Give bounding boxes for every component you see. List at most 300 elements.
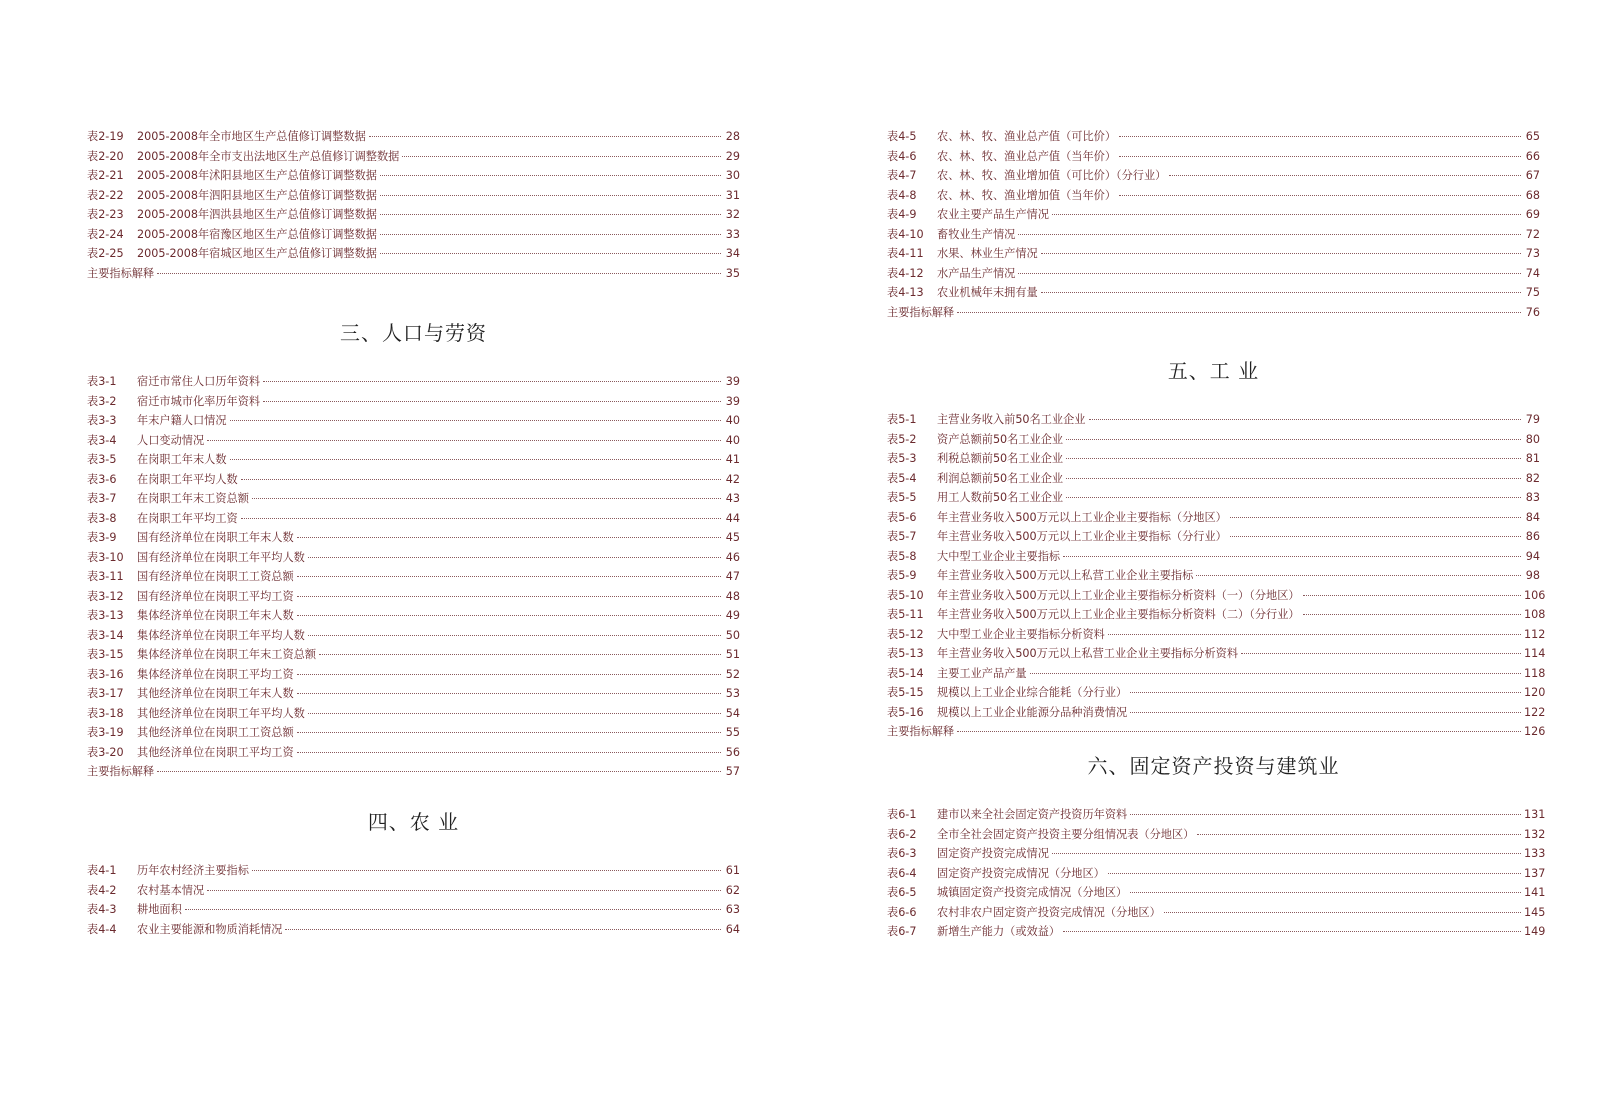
toc-entry[interactable] xyxy=(87,587,740,607)
toc-entry[interactable] xyxy=(87,411,740,431)
toc-entry-code: 表6-7 xyxy=(887,925,917,938)
toc-entry-code: 表4-4 xyxy=(87,922,117,936)
dot-leader xyxy=(241,479,721,480)
dot-leader xyxy=(285,929,721,930)
toc-entry-title: 在岗职工年末人数 xyxy=(137,453,227,466)
toc-entry-page-number: 54 xyxy=(725,706,740,720)
toc-entry-code: 表2-22 xyxy=(87,188,124,202)
dot-leader xyxy=(1303,595,1521,596)
dot-leader xyxy=(230,459,721,460)
dot-leader xyxy=(1089,419,1522,420)
toc-entry-page-number: 72 xyxy=(1525,227,1540,241)
toc-entry-title: 2005-2008年宿城区地区生产总值修订调整数据 xyxy=(137,247,377,260)
toc-entry-code: 表4-6 xyxy=(887,149,917,163)
toc-entry[interactable] xyxy=(887,922,1546,942)
toc-entry-code: 表3-14 xyxy=(87,628,124,642)
toc-entry-title: 2005-2008年泗阳县地区生产总值修订调整数据 xyxy=(137,188,377,202)
dot-leader xyxy=(1052,214,1521,215)
toc-list-section4-cont xyxy=(887,127,1540,322)
toc-entry-title: 集体经济单位在岗职工年平均人数 xyxy=(137,628,305,642)
toc-entry-page-number: 122 xyxy=(1524,705,1546,719)
toc-entry-code: 表5-11 xyxy=(887,608,924,621)
toc-entry-code: 表3-1 xyxy=(87,375,117,388)
toc-entry-page-number: 29 xyxy=(725,149,740,163)
toc-entry-page-number: 67 xyxy=(1525,169,1540,182)
toc-entry-title: 主要指标解释 xyxy=(887,305,955,319)
dot-leader xyxy=(1108,634,1521,635)
toc-entry-title: 集体经济单位在岗职工年末工资总额 xyxy=(137,648,317,661)
toc-entry[interactable] xyxy=(887,410,1540,430)
toc-entry-title: 固定资产投资完成情况（分地区） xyxy=(937,866,1105,880)
toc-entry-code: 表3-18 xyxy=(87,706,124,720)
toc-entry[interactable] xyxy=(87,470,740,490)
toc-entry-title: 主要指标解释 xyxy=(887,725,955,738)
dot-leader xyxy=(207,440,721,441)
dot-leader xyxy=(319,654,721,655)
dot-leader xyxy=(241,518,721,519)
toc-entry-page-number: 112 xyxy=(1524,627,1546,641)
dot-leader xyxy=(308,557,721,558)
section-title-population-labor: 三、人口与劳资 xyxy=(340,321,487,345)
dot-leader xyxy=(957,731,1521,732)
toc-entry-page-number: 49 xyxy=(725,609,740,622)
toc-entry-page-number: 94 xyxy=(1525,549,1540,563)
toc-entry-title: 宿迁市常住人口历年资料 xyxy=(137,375,261,388)
toc-entry-indicator-explanation[interactable] xyxy=(87,762,740,782)
toc-entry-title: 年主营业务收入500万元以上工业企业主要指标（分地区） xyxy=(937,510,1227,524)
toc-entry-code: 表5-3 xyxy=(887,452,917,465)
dot-leader xyxy=(1130,692,1521,693)
toc-entry-code: 表6-2 xyxy=(887,827,917,841)
dot-leader xyxy=(1130,712,1521,713)
toc-entry-title: 利润总额前50名工业企业 xyxy=(937,471,1064,485)
toc-entry-title: 国有经济单位在岗职工工资总额 xyxy=(137,570,294,583)
toc-entry[interactable] xyxy=(87,704,740,724)
toc-entry-title: 年主营业务收入500万元以上私营工业企业主要指标分析资料 xyxy=(937,647,1239,660)
toc-entry-title: 农业机械年末拥有量 xyxy=(937,286,1038,299)
toc-entry-page-number: 53 xyxy=(725,687,740,700)
toc-entry-code: 表2-20 xyxy=(87,149,124,163)
toc-entry-title: 年主营业务收入500万元以上工业企业主要指标（分行业） xyxy=(937,530,1227,543)
toc-entry-title: 水产品生产情况 xyxy=(937,266,1016,280)
toc-entry-title: 农、林、牧、渔业增加值（可比价）（分行业） xyxy=(937,169,1167,182)
toc-entry[interactable] xyxy=(887,469,1540,489)
toc-entry-title: 人口变动情况 xyxy=(137,433,205,447)
toc-entry[interactable] xyxy=(87,723,740,743)
toc-entry-page-number: 35 xyxy=(725,266,740,280)
dot-leader xyxy=(1018,273,1521,274)
toc-entry[interactable] xyxy=(87,225,740,245)
toc-entry-code: 表4-11 xyxy=(887,247,924,260)
toc-entry-code: 表5-14 xyxy=(887,666,924,680)
toc-entry-page-number: 131 xyxy=(1524,808,1546,821)
toc-entry[interactable] xyxy=(87,567,740,587)
toc-entry-page-number: 52 xyxy=(725,667,740,681)
toc-entry-code: 表5-12 xyxy=(887,627,924,641)
left-page xyxy=(0,0,780,1099)
toc-entry-code: 表3-16 xyxy=(87,667,124,681)
toc-entry[interactable] xyxy=(87,127,740,147)
toc-entry[interactable] xyxy=(87,166,740,186)
dot-leader xyxy=(230,420,721,421)
toc-entry-page-number: 66 xyxy=(1525,149,1540,163)
dot-leader xyxy=(1063,556,1521,557)
dot-leader xyxy=(1041,292,1521,293)
dot-leader xyxy=(297,674,721,675)
toc-entry[interactable] xyxy=(887,225,1540,245)
toc-entry-title: 主营业务收入前50名工业企业 xyxy=(937,413,1086,426)
toc-entry-page-number: 33 xyxy=(725,227,740,241)
toc-entry-title: 2005-2008年沭阳县地区生产总值修订调整数据 xyxy=(137,169,377,182)
toc-entry[interactable] xyxy=(887,449,1540,469)
toc-entry[interactable] xyxy=(887,127,1540,147)
toc-entry-page-number: 79 xyxy=(1525,413,1540,426)
toc-entry-page-number: 32 xyxy=(725,208,740,221)
toc-entry-code: 表5-5 xyxy=(887,491,917,504)
toc-entry-title: 其他经济单位在岗职工年平均人数 xyxy=(137,706,305,720)
toc-entry[interactable] xyxy=(887,625,1546,645)
section-title-fixed-assets-construction: 六、固定资产投资与建筑业 xyxy=(1087,754,1340,778)
dot-leader xyxy=(297,693,721,694)
dot-leader xyxy=(252,870,721,871)
toc-entry-title: 利税总额前50名工业企业 xyxy=(937,452,1064,465)
toc-entry[interactable] xyxy=(887,825,1546,845)
toc-entry-page-number: 31 xyxy=(725,188,740,202)
toc-entry-page-number: 41 xyxy=(725,453,740,466)
dot-leader xyxy=(297,537,721,538)
toc-entry[interactable] xyxy=(887,644,1546,664)
toc-entry-title: 大中型工业企业主要指标分析资料 xyxy=(937,627,1105,641)
toc-entry-code: 表3-15 xyxy=(87,648,124,661)
toc-entry-code: 表5-8 xyxy=(887,549,917,563)
toc-entry-page-number: 84 xyxy=(1525,510,1540,524)
toc-entry-title: 用工人数前50名工业企业 xyxy=(937,491,1064,504)
toc-entry-page-number: 137 xyxy=(1524,866,1546,880)
toc-entry-title: 年主营业务收入500万元以上私营工业企业主要指标 xyxy=(937,569,1194,582)
toc-list-section6 xyxy=(887,805,1546,942)
toc-entry-title: 其他经济单位在岗职工年末人数 xyxy=(137,687,294,700)
toc-entry-title: 年末户籍人口情况 xyxy=(137,414,227,427)
toc-entry-title: 2005-2008年泗洪县地区生产总值修订调整数据 xyxy=(137,208,377,221)
toc-entry-code: 表3-11 xyxy=(87,570,124,583)
toc-entry-code: 表5-4 xyxy=(887,471,917,485)
toc-entry[interactable] xyxy=(887,186,1540,206)
section-title-industry: 五、工 业 xyxy=(1167,359,1260,383)
right-page xyxy=(800,0,1580,1099)
toc-entry[interactable] xyxy=(87,450,740,470)
toc-entry[interactable] xyxy=(887,147,1540,167)
dot-leader xyxy=(380,195,721,196)
toc-entry-page-number: 40 xyxy=(725,433,740,447)
toc-entry[interactable] xyxy=(887,244,1540,264)
dot-leader xyxy=(297,732,721,733)
toc-entry[interactable] xyxy=(87,645,740,665)
dot-leader xyxy=(1169,175,1521,176)
toc-entry[interactable] xyxy=(87,489,740,509)
toc-entry-page-number: 46 xyxy=(725,550,740,564)
dot-leader xyxy=(1130,814,1521,815)
toc-entry-page-number: 42 xyxy=(725,472,740,486)
toc-entry-code: 表3-4 xyxy=(87,433,117,447)
toc-entry-title: 国有经济单位在岗职工年末人数 xyxy=(137,531,294,544)
toc-entry-page-number: 74 xyxy=(1525,266,1540,280)
toc-entry-page-number: 120 xyxy=(1524,686,1546,699)
dot-leader xyxy=(252,498,721,499)
toc-entry-title: 历年农村经济主要指标 xyxy=(137,864,249,877)
toc-entry[interactable] xyxy=(887,844,1546,864)
toc-entry-title: 耕地面积 xyxy=(137,903,182,916)
toc-entry-page-number: 28 xyxy=(725,130,740,143)
toc-entry-code: 表5-15 xyxy=(887,686,924,699)
toc-entry[interactable] xyxy=(887,883,1546,903)
toc-entry-title: 农、林、牧、渔业总产值（可比价） xyxy=(937,130,1117,143)
toc-entry-code: 表3-2 xyxy=(87,394,117,408)
toc-entry-page-number: 40 xyxy=(725,414,740,427)
toc-entry-code: 表5-16 xyxy=(887,705,924,719)
toc-entry-page-number: 133 xyxy=(1524,847,1546,860)
toc-entry-code: 表2-19 xyxy=(87,130,124,143)
dot-leader xyxy=(185,909,721,910)
toc-entry[interactable] xyxy=(87,372,740,392)
toc-entry[interactable] xyxy=(887,488,1540,508)
toc-entry-code: 表3-6 xyxy=(87,472,117,486)
toc-entry[interactable] xyxy=(87,548,740,568)
toc-entry-page-number: 118 xyxy=(1524,666,1546,680)
toc-entry[interactable] xyxy=(887,527,1540,547)
dot-leader xyxy=(1066,458,1521,459)
toc-entry-page-number: 132 xyxy=(1524,827,1546,841)
dot-leader xyxy=(1119,156,1521,157)
toc-entry-title: 宿迁市城市化率历年资料 xyxy=(137,394,261,408)
dot-leader xyxy=(207,890,721,891)
toc-entry-title: 农村基本情况 xyxy=(137,883,205,897)
toc-entry-page-number: 64 xyxy=(725,922,740,936)
toc-entry[interactable] xyxy=(887,205,1540,225)
toc-entry-page-number: 76 xyxy=(1525,305,1540,319)
toc-entry-code: 表5-1 xyxy=(887,413,917,426)
toc-entry[interactable] xyxy=(87,244,740,264)
dot-leader xyxy=(1018,234,1521,235)
dot-leader xyxy=(1241,653,1521,654)
toc-entry-code: 表5-2 xyxy=(887,432,917,446)
toc-entry[interactable] xyxy=(87,743,740,763)
toc-entry-page-number: 108 xyxy=(1524,608,1546,621)
toc-entry-page-number: 39 xyxy=(725,394,740,408)
toc-entry[interactable] xyxy=(87,920,740,940)
toc-entry[interactable] xyxy=(887,586,1546,606)
toc-entry-page-number: 68 xyxy=(1525,188,1540,202)
dot-leader xyxy=(157,273,721,274)
toc-entry-code: 表6-1 xyxy=(887,808,917,821)
toc-entry[interactable] xyxy=(887,605,1546,625)
toc-entry-code: 表5-10 xyxy=(887,588,924,602)
toc-entry-code: 表3-13 xyxy=(87,609,124,622)
dot-leader xyxy=(369,136,721,137)
dot-leader xyxy=(380,214,721,215)
toc-entry-title: 主要指标解释 xyxy=(87,266,155,280)
toc-entry-code: 表3-19 xyxy=(87,726,124,739)
toc-entry-title: 农业主要产品生产情况 xyxy=(937,208,1049,221)
toc-entry-page-number: 39 xyxy=(725,375,740,388)
dot-leader xyxy=(380,253,721,254)
toc-entry-page-number: 55 xyxy=(725,726,740,739)
toc-entry[interactable] xyxy=(87,665,740,685)
toc-list-section4 xyxy=(87,861,740,939)
toc-entry-code: 表4-13 xyxy=(887,286,924,299)
toc-entry-title: 建市以来全社会固定资产投资历年资料 xyxy=(937,808,1128,821)
toc-entry-indicator-explanation[interactable] xyxy=(87,264,740,284)
dot-leader xyxy=(297,752,721,753)
toc-entry[interactable] xyxy=(887,903,1546,923)
toc-entry-title: 2005-2008年宿豫区地区生产总值修订调整数据 xyxy=(137,227,377,241)
toc-entry-page-number: 75 xyxy=(1525,286,1540,299)
toc-entry-page-number: 106 xyxy=(1524,588,1546,602)
toc-entry-title: 资产总额前50名工业企业 xyxy=(937,432,1064,446)
toc-entry-page-number: 149 xyxy=(1524,925,1546,938)
toc-entry-title: 固定资产投资完成情况 xyxy=(937,847,1049,860)
toc-entry-page-number: 141 xyxy=(1524,886,1546,899)
toc-entry-code: 表3-5 xyxy=(87,453,117,466)
dot-leader xyxy=(1052,853,1521,854)
toc-entry-page-number: 73 xyxy=(1525,247,1540,260)
toc-entry[interactable] xyxy=(87,509,740,529)
toc-entry-title: 年主营业务收入500万元以上工业企业主要指标分析资料（二）（分行业） xyxy=(937,608,1300,621)
toc-entry-title: 农业主要能源和物质消耗情况 xyxy=(137,922,283,936)
toc-entry-title: 大中型工业企业主要指标 xyxy=(937,549,1061,563)
toc-entry[interactable] xyxy=(887,664,1546,684)
dot-leader xyxy=(297,596,721,597)
toc-entry-code: 表6-4 xyxy=(887,866,917,880)
toc-entry[interactable] xyxy=(87,881,740,901)
toc-entry[interactable] xyxy=(887,566,1540,586)
toc-entry[interactable] xyxy=(887,683,1546,703)
toc-entry[interactable] xyxy=(887,508,1540,528)
toc-entry-page-number: 86 xyxy=(1525,530,1540,543)
toc-entry[interactable] xyxy=(87,528,740,548)
toc-entry[interactable] xyxy=(887,166,1540,186)
toc-entry[interactable] xyxy=(887,264,1540,284)
dot-leader xyxy=(297,576,721,577)
toc-entry-page-number: 44 xyxy=(725,511,740,525)
dot-leader xyxy=(1230,517,1521,518)
toc-entry[interactable] xyxy=(87,606,740,626)
toc-entry-code: 表6-5 xyxy=(887,886,917,899)
toc-entry-title: 畜牧业生产情况 xyxy=(937,227,1016,241)
dot-leader xyxy=(957,312,1521,313)
toc-entry[interactable] xyxy=(87,205,740,225)
toc-entry-page-number: 43 xyxy=(725,492,740,505)
toc-entry[interactable] xyxy=(887,430,1540,450)
toc-entry-title: 规模以上工业企业能源分品种消费情况 xyxy=(937,705,1128,719)
toc-entry-page-number: 56 xyxy=(725,745,740,759)
dot-leader xyxy=(263,381,721,382)
toc-entry[interactable] xyxy=(887,547,1540,567)
dot-leader xyxy=(308,713,721,714)
toc-entry-title: 年主营业务收入500万元以上工业企业主要指标分析资料（一）（分地区） xyxy=(937,588,1300,602)
toc-entry[interactable] xyxy=(887,703,1546,723)
toc-entry[interactable] xyxy=(87,392,740,412)
dot-leader xyxy=(1119,195,1521,196)
toc-list-section3 xyxy=(87,372,740,782)
toc-entry[interactable] xyxy=(87,684,740,704)
toc-entry-page-number: 57 xyxy=(725,765,740,778)
toc-entry-page-number: 61 xyxy=(725,864,740,877)
toc-entry-code: 表2-25 xyxy=(87,247,124,260)
dot-leader xyxy=(157,771,721,772)
toc-list-section5 xyxy=(887,410,1546,742)
toc-entry-page-number: 62 xyxy=(725,883,740,897)
dot-leader xyxy=(308,635,721,636)
toc-entry[interactable] xyxy=(87,861,740,881)
toc-entry-title: 在岗职工年平均人数 xyxy=(137,472,238,486)
toc-entry-code: 表4-2 xyxy=(87,883,117,897)
toc-entry-code: 表3-8 xyxy=(87,511,117,525)
toc-entry-page-number: 126 xyxy=(1524,725,1546,738)
toc-entry-code: 表2-21 xyxy=(87,169,124,182)
toc-entry[interactable] xyxy=(87,431,740,451)
dot-leader xyxy=(1196,575,1521,576)
dot-leader xyxy=(297,615,721,616)
toc-entry[interactable] xyxy=(87,147,740,167)
toc-entry-code: 表5-6 xyxy=(887,510,917,524)
toc-entry-indicator-explanation[interactable] xyxy=(887,722,1546,742)
toc-entry-code: 表4-1 xyxy=(87,864,117,877)
toc-entry-code: 表3-7 xyxy=(87,492,117,505)
dot-leader xyxy=(1230,536,1521,537)
dot-leader xyxy=(1130,892,1521,893)
toc-entry[interactable] xyxy=(887,864,1546,884)
toc-entry-page-number: 114 xyxy=(1524,647,1546,660)
toc-entry-page-number: 69 xyxy=(1525,208,1540,221)
dot-leader xyxy=(1041,253,1521,254)
toc-entry-code: 表3-3 xyxy=(87,414,117,427)
toc-entry-code: 表4-8 xyxy=(887,188,917,202)
toc-entry-title: 主要工业产品产量 xyxy=(937,666,1027,680)
toc-entry[interactable] xyxy=(887,805,1546,825)
toc-entry-title: 在岗职工年平均工资 xyxy=(137,511,238,525)
dot-leader xyxy=(402,156,721,157)
toc-entry-code: 表3-10 xyxy=(87,550,124,564)
toc-entry-code: 表5-13 xyxy=(887,647,924,660)
toc-entry-page-number: 51 xyxy=(725,648,740,661)
toc-entry[interactable] xyxy=(87,626,740,646)
toc-entry-title: 在岗职工年末工资总额 xyxy=(137,492,249,505)
toc-entry-indicator-explanation[interactable] xyxy=(887,303,1540,323)
toc-entry-code: 表2-24 xyxy=(87,227,124,241)
toc-entry-page-number: 82 xyxy=(1525,471,1540,485)
toc-entry-code: 表4-3 xyxy=(87,903,117,916)
section-title-agriculture: 四、农 业 xyxy=(367,810,460,834)
toc-entry-title: 2005-2008年全市支出法地区生产总值修订调整数据 xyxy=(137,149,400,163)
toc-entry[interactable] xyxy=(887,283,1540,303)
toc-entry-code: 表3-9 xyxy=(87,531,117,544)
toc-entry-code: 表4-5 xyxy=(887,130,917,143)
toc-entry-title: 其他经济单位在岗职工平均工资 xyxy=(137,745,294,759)
dot-leader xyxy=(1063,931,1521,932)
toc-entry[interactable] xyxy=(87,900,740,920)
dot-leader xyxy=(380,175,721,176)
toc-entry-code: 表2-23 xyxy=(87,208,124,221)
toc-entry-title: 国有经济单位在岗职工平均工资 xyxy=(137,589,294,603)
toc-entry-title: 全市全社会固定资产投资主要分组情况表（分地区） xyxy=(937,827,1195,841)
toc-entry-page-number: 47 xyxy=(725,570,740,583)
toc-entry-page-number: 45 xyxy=(725,531,740,544)
dot-leader xyxy=(1030,673,1521,674)
toc-entry-title: 农村非农户固定资产投资完成情况（分地区） xyxy=(937,905,1161,919)
toc-entry[interactable] xyxy=(87,186,740,206)
toc-entry-title: 集体经济单位在岗职工平均工资 xyxy=(137,667,294,681)
toc-entry-title: 水果、林业生产情况 xyxy=(937,247,1038,260)
